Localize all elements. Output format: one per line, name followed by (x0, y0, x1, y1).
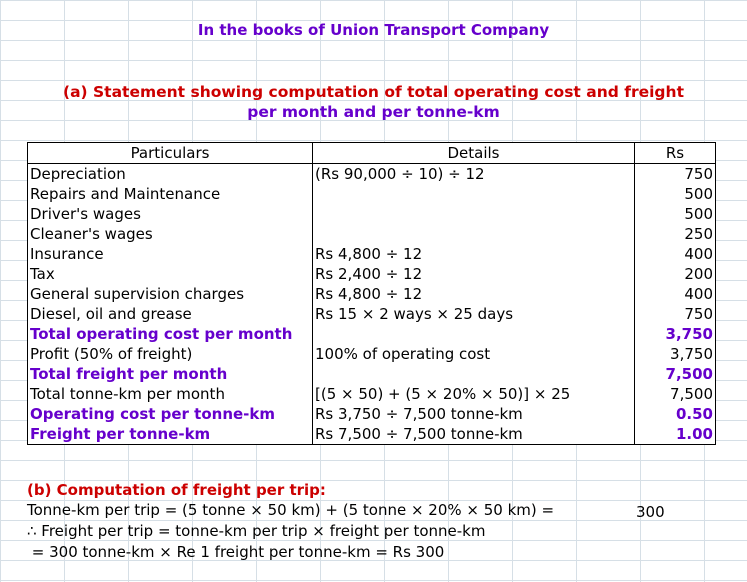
cell-amount: 750 (635, 304, 716, 324)
cell-details: [(5 × 50) + (5 × 20% × 50)] × 25 (313, 384, 635, 404)
table-row (28, 164, 716, 185)
table-row (28, 364, 716, 384)
table-row (28, 404, 716, 424)
table-row (28, 204, 716, 224)
cell-particulars: Profit (50% of freight) (28, 344, 313, 364)
cell-particulars: Driver's wages (28, 204, 313, 224)
section-b-title: (b) Computation of freight per trip: (27, 481, 326, 499)
column-header-particulars: Particulars (28, 143, 313, 164)
cell-particulars: Total operating cost per month (28, 324, 313, 344)
column-header-details: Details (313, 143, 635, 164)
table-row (28, 244, 716, 264)
table-row (28, 284, 716, 304)
cell-particulars: Depreciation (28, 164, 313, 185)
cell-details (313, 224, 635, 244)
cell-amount: 400 (635, 244, 716, 264)
table-row (28, 224, 716, 244)
cell-details: Rs 4,800 ÷ 12 (313, 244, 635, 264)
cell-particulars: Tax (28, 264, 313, 284)
cell-particulars: Operating cost per tonne-km (28, 404, 313, 424)
cell-amount: 200 (635, 264, 716, 284)
tonne-km-per-trip-value: 300 (636, 503, 665, 521)
section-a-title (40, 82, 707, 122)
cell-details: Rs 4,800 ÷ 12 (313, 284, 635, 304)
cell-amount: 0.50 (635, 404, 716, 424)
section-b-line2: ∴ Freight per trip = tonne-km per trip × freight per tonne-km (27, 522, 486, 540)
cell-details: Rs 7,500 ÷ 7,500 tonne-km (313, 424, 635, 445)
cell-amount: 250 (635, 224, 716, 244)
table-row (28, 424, 716, 445)
cell-particulars: Total tonne-km per month (28, 384, 313, 404)
cell-particulars: Insurance (28, 244, 313, 264)
section-b (27, 480, 587, 563)
cell-amount: 500 (635, 184, 716, 204)
cell-particulars: Total freight per month (28, 364, 313, 384)
page-heading: In the books of Union Transport Company (197, 21, 550, 39)
cell-amount: 7,500 (635, 364, 716, 384)
section-a-title-line2: per month and per tonne-km (247, 103, 500, 121)
cell-details: (Rs 90,000 ÷ 10) ÷ 12 (313, 164, 635, 185)
cost-statement-table (27, 142, 716, 445)
table-row (28, 324, 716, 344)
cell-particulars: Freight per tonne-km (28, 424, 313, 445)
section-b-line1: Tonne-km per trip = (5 tonne × 50 km) + (5 tonne × 20% × 50 km) = (27, 501, 555, 519)
table-row (28, 344, 716, 364)
cell-details: Rs 2,400 ÷ 12 (313, 264, 635, 284)
table-row (28, 384, 716, 404)
table-body (28, 164, 716, 445)
cell-amount: 3,750 (635, 344, 716, 364)
cell-amount: 3,750 (635, 324, 716, 344)
cell-amount: 7,500 (635, 384, 716, 404)
section-b-line3: = 300 tonne-km × Re 1 freight per tonne-km = Rs 300 (27, 543, 445, 561)
cell-particulars: Cleaner's wages (28, 224, 313, 244)
cell-details: Rs 3,750 ÷ 7,500 tonne-km (313, 404, 635, 424)
column-header-rs: Rs (635, 143, 716, 164)
section-a-title-line1: (a) Statement showing computation of total operating cost and freight (63, 83, 684, 101)
cell-details (313, 324, 635, 344)
cell-amount: 500 (635, 204, 716, 224)
cell-particulars: General supervision charges (28, 284, 313, 304)
cell-details: Rs 15 × 2 ways × 25 days (313, 304, 635, 324)
cell-details (313, 184, 635, 204)
cell-details (313, 364, 635, 384)
table-header-row (28, 143, 716, 164)
cell-details: 100% of operating cost (313, 344, 635, 364)
cell-particulars: Repairs and Maintenance (28, 184, 313, 204)
cell-amount: 750 (635, 164, 716, 185)
table-row (28, 184, 716, 204)
table-row (28, 304, 716, 324)
cell-particulars: Diesel, oil and grease (28, 304, 313, 324)
cell-amount: 400 (635, 284, 716, 304)
cell-details (313, 204, 635, 224)
cell-amount: 1.00 (635, 424, 716, 445)
table-row (28, 264, 716, 284)
